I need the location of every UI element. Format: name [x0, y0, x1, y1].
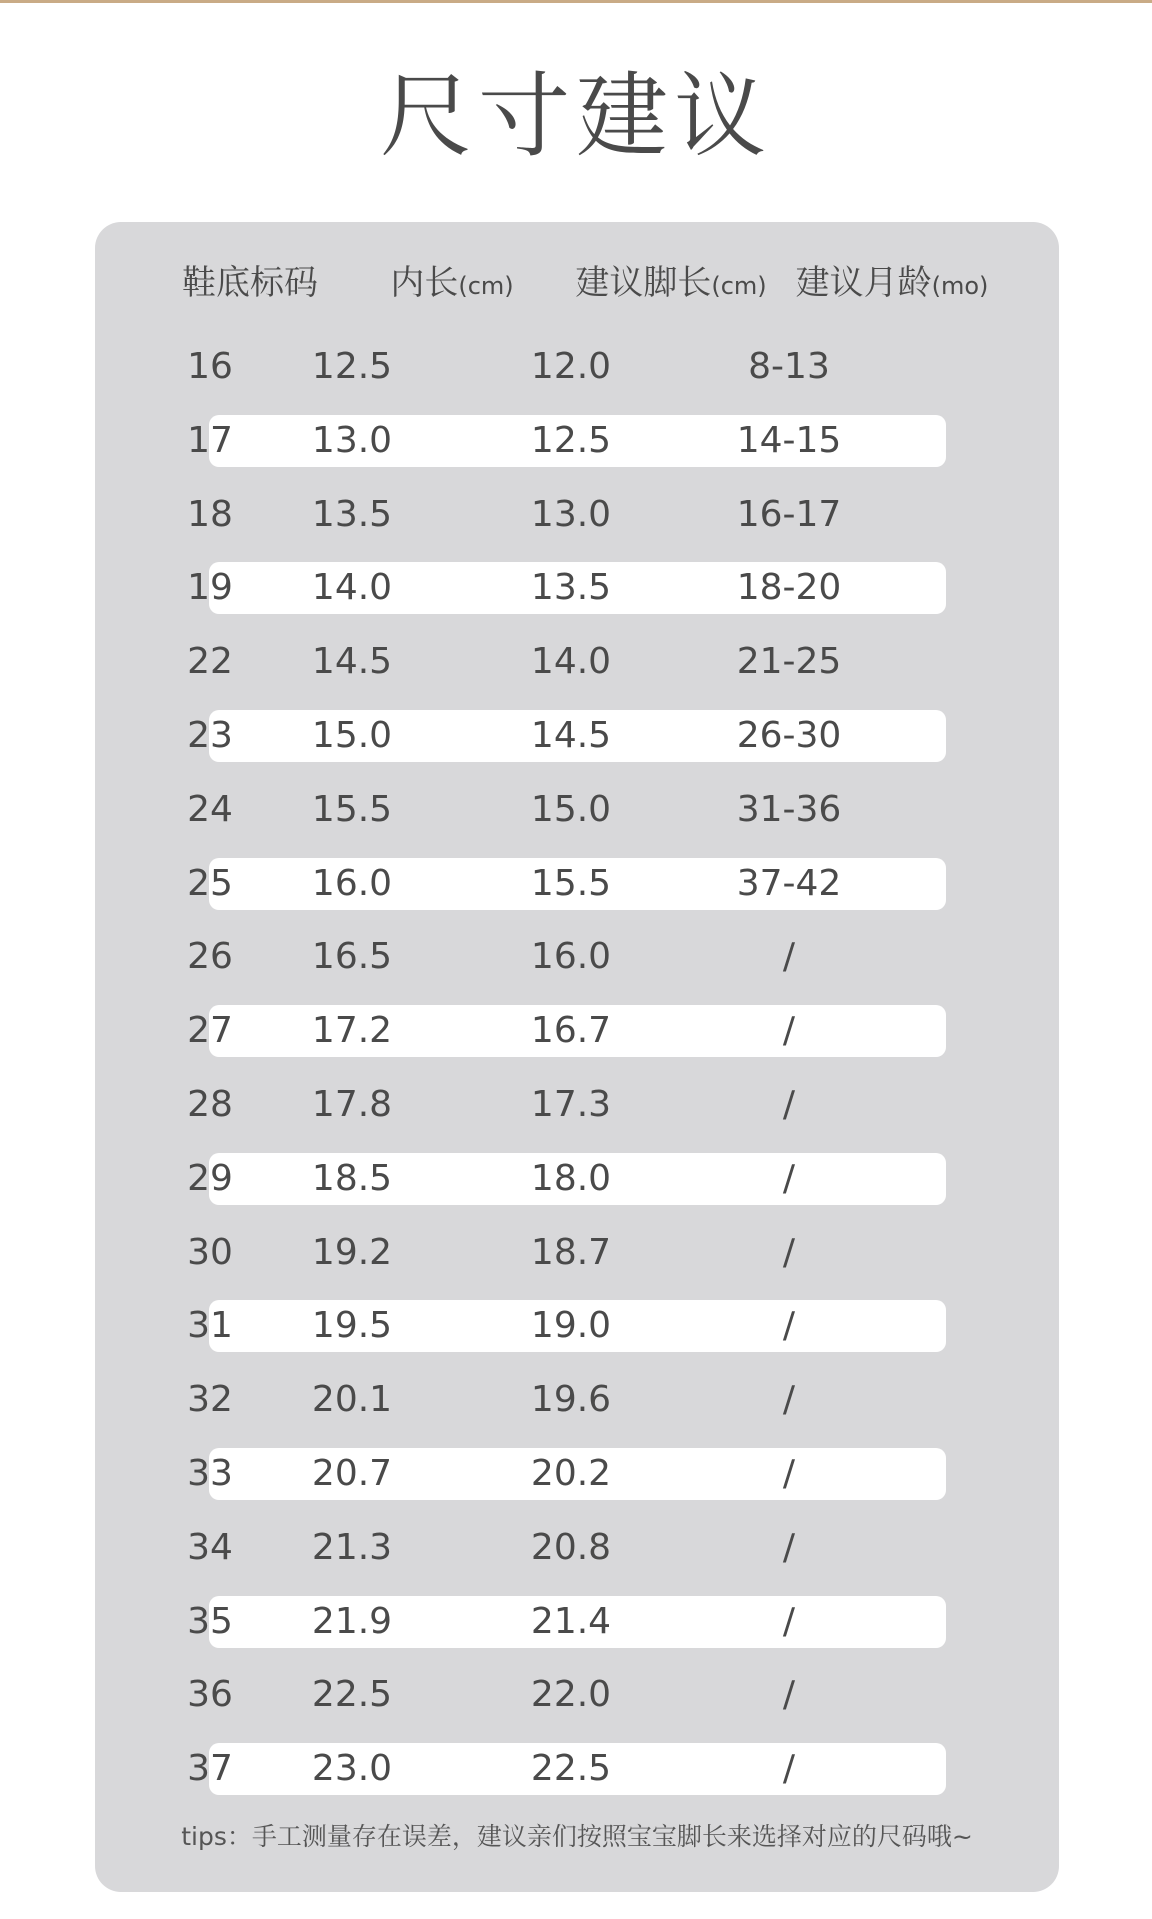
header-sole-size — [150, 255, 350, 311]
header-foot-length-unit: (cm) — [711, 272, 767, 300]
header-inner-length — [352, 255, 552, 311]
cell-age: 31-36 — [736, 789, 842, 830]
cell-sole-size: 23 — [187, 715, 233, 756]
cell-inner-length: 16.0 — [311, 863, 393, 904]
table-row — [187, 1153, 946, 1205]
cell-inner-length: 14.5 — [311, 641, 393, 682]
cell-age: / — [782, 1158, 796, 1199]
cell-sole-size: 33 — [187, 1453, 233, 1494]
cell-age: / — [782, 1674, 796, 1715]
table-row — [187, 710, 946, 762]
cell-foot-length: 21.4 — [530, 1601, 612, 1642]
cell-inner-length: 12.5 — [311, 346, 393, 387]
cell-sole-size: 24 — [187, 789, 233, 830]
cell-inner-length: 19.5 — [311, 1305, 393, 1346]
cell-foot-length: 18.7 — [530, 1232, 612, 1273]
cell-age: 26-30 — [736, 715, 842, 756]
table-row — [187, 1522, 946, 1574]
cell-inner-length: 14.0 — [311, 567, 393, 608]
cell-sole-size: 18 — [187, 494, 233, 535]
tips-text: tips：手工测量存在误差，建议亲们按照宝宝脚长来选择对应的尺码哦~ — [181, 1822, 973, 1851]
cell-sole-size: 36 — [187, 1674, 233, 1715]
table-row — [187, 931, 946, 983]
table-row — [187, 636, 946, 688]
cell-foot-length: 13.0 — [530, 494, 612, 535]
cell-age: / — [782, 1010, 796, 1051]
cell-age: / — [782, 936, 796, 977]
table-row — [187, 1669, 946, 1721]
table-row — [187, 858, 946, 910]
table-row — [187, 489, 946, 541]
cell-inner-length: 17.2 — [311, 1010, 393, 1051]
top-divider — [0, 0, 1152, 3]
cell-foot-length: 20.2 — [530, 1453, 612, 1494]
table-header — [0, 255, 1152, 311]
cell-sole-size: 32 — [187, 1379, 233, 1420]
cell-foot-length: 14.5 — [530, 715, 612, 756]
table-row — [187, 1079, 946, 1131]
cell-age: 18-20 — [736, 567, 842, 608]
cell-foot-length: 16.7 — [530, 1010, 612, 1051]
cell-age: / — [782, 1084, 796, 1125]
cell-foot-length: 12.0 — [530, 346, 612, 387]
cell-age: 8-13 — [748, 346, 830, 387]
cell-age: 37-42 — [736, 863, 842, 904]
table-row — [187, 1227, 946, 1279]
page-title: 尺寸建议 — [379, 63, 772, 170]
cell-sole-size: 19 — [187, 567, 233, 608]
cell-sole-size: 22 — [187, 641, 233, 682]
cell-inner-length: 21.3 — [311, 1527, 393, 1568]
cell-foot-length: 13.5 — [530, 567, 612, 608]
table-row — [187, 1005, 946, 1057]
cell-age: 16-17 — [736, 494, 842, 535]
cell-inner-length: 19.2 — [311, 1232, 393, 1273]
cell-sole-size: 17 — [187, 420, 233, 461]
table-row — [187, 341, 946, 393]
cell-inner-length: 16.5 — [311, 936, 393, 977]
cell-foot-length: 15.5 — [530, 863, 612, 904]
cell-foot-length: 17.3 — [530, 1084, 612, 1125]
table-row — [187, 1448, 946, 1500]
header-foot-length-label: 建议脚长 — [575, 263, 712, 303]
cell-inner-length: 20.1 — [311, 1379, 393, 1420]
cell-age: / — [782, 1601, 796, 1642]
table-row — [187, 1300, 946, 1352]
header-inner-length-label: 内长 — [390, 263, 459, 303]
cell-inner-length: 18.5 — [311, 1158, 393, 1199]
cell-sole-size: 26 — [187, 936, 233, 977]
cell-sole-size: 28 — [187, 1084, 233, 1125]
cell-inner-length: 22.5 — [311, 1674, 393, 1715]
cell-sole-size: 30 — [187, 1232, 233, 1273]
cell-inner-length: 13.5 — [311, 494, 393, 535]
cell-inner-length: 15.0 — [311, 715, 393, 756]
cell-foot-length: 16.0 — [530, 936, 612, 977]
cell-foot-length: 19.0 — [530, 1305, 612, 1346]
table-row — [187, 415, 946, 467]
table-row — [187, 1374, 946, 1426]
cell-age: / — [782, 1527, 796, 1568]
header-age-label: 建议月龄 — [795, 263, 932, 303]
cell-inner-length: 15.5 — [311, 789, 393, 830]
cell-sole-size: 27 — [187, 1010, 233, 1051]
cell-sole-size: 35 — [187, 1601, 233, 1642]
cell-foot-length: 15.0 — [530, 789, 612, 830]
cell-foot-length: 20.8 — [530, 1527, 612, 1568]
cell-foot-length: 22.0 — [530, 1674, 612, 1715]
cell-sole-size: 16 — [187, 346, 233, 387]
table-row — [187, 784, 946, 836]
cell-age: 14-15 — [736, 420, 842, 461]
cell-sole-size: 25 — [187, 863, 233, 904]
cell-foot-length: 18.0 — [530, 1158, 612, 1199]
cell-sole-size: 37 — [187, 1748, 233, 1789]
header-age — [762, 255, 1022, 311]
cell-foot-length: 12.5 — [530, 420, 612, 461]
cell-age: / — [782, 1232, 796, 1273]
cell-inner-length: 20.7 — [311, 1453, 393, 1494]
header-sole-size-label: 鞋底标码 — [182, 263, 318, 303]
cell-inner-length: 13.0 — [311, 420, 393, 461]
cell-inner-length: 23.0 — [311, 1748, 393, 1789]
cell-age: 21-25 — [736, 641, 842, 682]
cell-foot-length: 14.0 — [530, 641, 612, 682]
cell-age: / — [782, 1453, 796, 1494]
header-inner-length-unit: (cm) — [458, 272, 514, 300]
cell-foot-length: 19.6 — [530, 1379, 612, 1420]
cell-age: / — [782, 1379, 796, 1420]
table-row — [187, 562, 946, 614]
cell-sole-size: 34 — [187, 1527, 233, 1568]
cell-age: / — [782, 1305, 796, 1346]
cell-foot-length: 22.5 — [530, 1748, 612, 1789]
cell-age: / — [782, 1748, 796, 1789]
header-age-unit: (mo) — [931, 272, 989, 300]
cell-inner-length: 17.8 — [311, 1084, 393, 1125]
table-row — [187, 1743, 946, 1795]
cell-sole-size: 29 — [187, 1158, 233, 1199]
cell-inner-length: 21.9 — [311, 1601, 393, 1642]
table-row — [187, 1596, 946, 1648]
cell-sole-size: 31 — [187, 1305, 233, 1346]
